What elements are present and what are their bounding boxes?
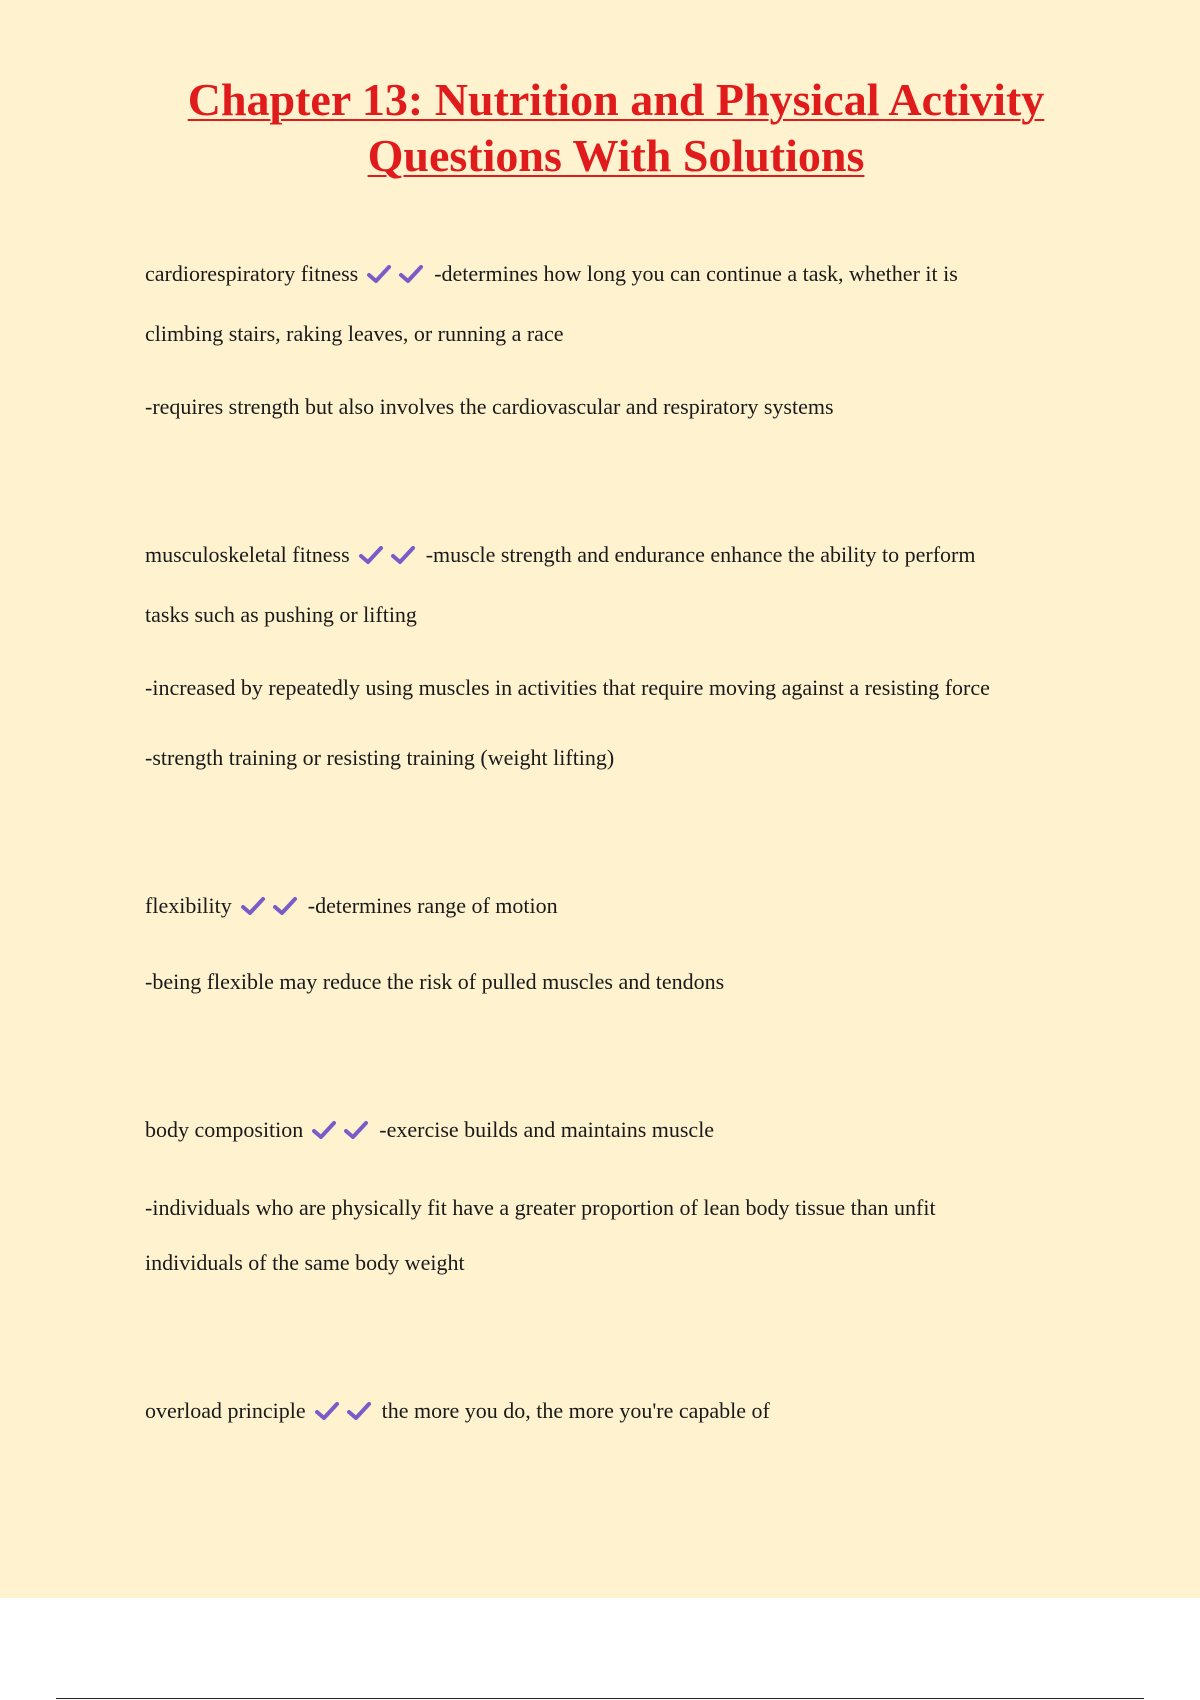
check-icon	[311, 1119, 337, 1141]
check-icon	[272, 895, 298, 917]
entry-answer: -exercise builds and maintains muscle	[379, 1117, 715, 1142]
entry-term: overload principle	[145, 1398, 306, 1423]
check-icon	[346, 1400, 372, 1422]
entry-line: climbing stairs, raking leaves, or running a race	[145, 321, 564, 346]
title-line-2: Questions With Solutions	[367, 130, 865, 181]
entry-answer: -muscle strength and endurance enhance the ability to perform	[425, 542, 976, 567]
entry-term: body composition	[145, 1117, 304, 1142]
double-check-icons	[240, 895, 304, 924]
entry-term: musculoskeletal fitness	[145, 542, 350, 567]
page-title	[60, 72, 1172, 184]
double-check-icons	[358, 544, 422, 573]
entry-flexibility-first-line	[145, 892, 1085, 924]
double-check-icons	[314, 1400, 378, 1429]
entry-answer: -determines range of motion	[307, 893, 558, 918]
entry-musculoskeletal-first-line	[145, 541, 1085, 573]
entry-line: -individuals who are physically fit have a greater proportion of lean body tissue than unfit	[145, 1195, 936, 1220]
entry-line: individuals of the same body weight	[145, 1250, 465, 1275]
entry-cardiorespiratory-first-line	[145, 260, 1085, 292]
check-icon	[398, 263, 424, 285]
entry-overload-first-line	[145, 1397, 1085, 1429]
entry-line: -requires strength but also involves the cardiovascular and respiratory systems	[145, 394, 834, 419]
entry-term: flexibility	[145, 893, 232, 918]
entry-answer: -determines how long you can continue a task, whether it is	[434, 261, 958, 286]
double-check-icons	[311, 1119, 375, 1148]
entry-line: -being flexible may reduce the risk of pulled muscles and tendons	[145, 969, 725, 994]
entry-line: -increased by repeatedly using muscles in activities that require moving against a resisting force	[145, 675, 990, 700]
double-check-icons	[366, 263, 430, 292]
check-icon	[240, 895, 266, 917]
entry-answer: the more you do, the more you're capable of	[381, 1398, 770, 1423]
entry-body-composition-first-line	[145, 1116, 1085, 1148]
check-icon	[314, 1400, 340, 1422]
title-line-1: Chapter 13: Nutrition and Physical Activity	[187, 74, 1045, 125]
check-icon	[358, 544, 384, 566]
entry-line: tasks such as pushing or lifting	[145, 602, 417, 627]
footer-divider	[56, 1698, 1144, 1699]
check-icon	[366, 263, 392, 285]
check-icon	[343, 1119, 369, 1141]
entry-term: cardiorespiratory fitness	[145, 261, 359, 286]
check-icon	[390, 544, 416, 566]
entry-line: -strength training or resisting training (weight lifting)	[145, 745, 615, 770]
